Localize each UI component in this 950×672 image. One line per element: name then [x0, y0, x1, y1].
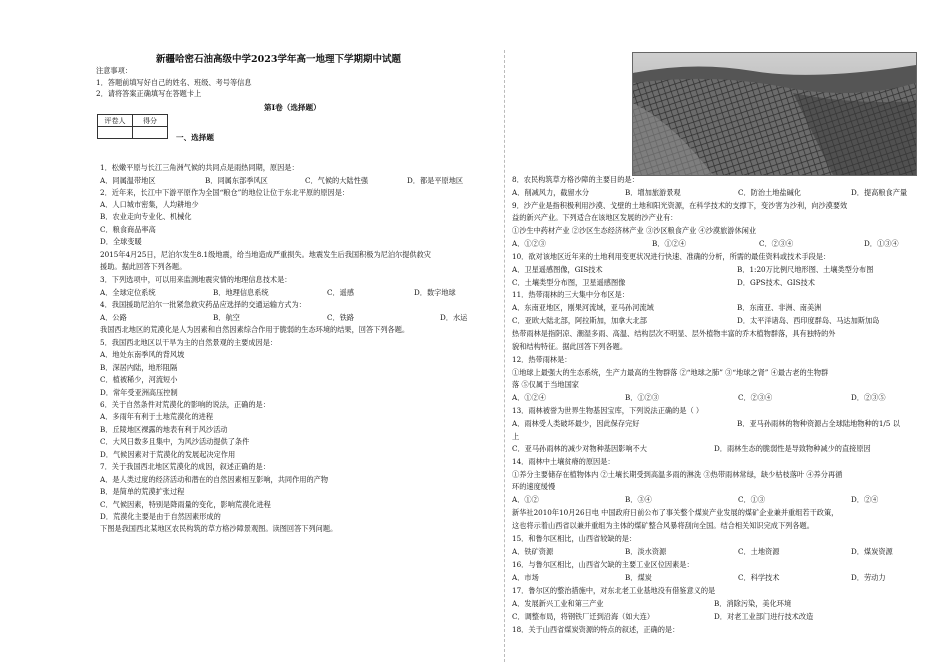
- option-line: A．①②③: [512, 239, 546, 248]
- passage-line: 2015年4月25日，尼泊尔发生8.1级地震，给当地造成严重损失。地震发生后我国积极为尼泊尔提供救灾: [100, 250, 431, 259]
- passage-line: 貌和结构特征。据此回答下列各题。: [512, 342, 628, 351]
- option-line: D．水运: [440, 313, 468, 322]
- question-line: 14．雨林中土壤贫瘠的原因是：: [512, 457, 615, 466]
- question-line: 11．热带雨林的三大集中分布区是：: [512, 290, 629, 299]
- option-line: B．同属东部季风区: [205, 176, 268, 185]
- statement-line: 环的速度缓慢: [512, 482, 556, 491]
- option-line: D．②④: [851, 495, 879, 504]
- question-line: 4．我国援助尼泊尔一批紧急救灾药品应选择的交通运输方式为：: [100, 300, 306, 309]
- option-line: D．GPS技术、GIS技术: [737, 278, 815, 287]
- option-line: B．淡水资源: [625, 547, 667, 556]
- passage-line: 下图是我国西北某地区农民构筑的草方格沙障景观图。读图回答下列问题。: [100, 524, 338, 533]
- option-line: B．1:20万比例尺地形图、土壤类型分布图: [737, 265, 874, 274]
- option-line: D．太平洋诸岛、西印度群岛、马达加斯加岛: [737, 316, 880, 325]
- option-line: B．煤炭: [625, 573, 652, 582]
- option-line: D．全球变暖: [100, 237, 142, 246]
- option-line: C．气候因素，特别是降雨量的变化，影响荒漠化进程: [100, 500, 271, 509]
- question-line: 12．热带雨林是：: [512, 355, 572, 364]
- question-line: 17．鲁尔区的整治措施中，对东北老工业基地没有借鉴意义的是: [512, 586, 716, 595]
- question-line: 益的新兴产业。下列适合在该地区发展的沙产业有：: [512, 213, 678, 222]
- statement-line: ①地球上最强大的生态系统，生产力最高的生物群落 ②“地球之肺” ③“地球之肾” ④最古老的生物群: [512, 368, 829, 377]
- option-line: B．是简单的荒漠扩张过程: [100, 487, 185, 496]
- option-line: D．雨林生态的脆弱性是导致物种减少的直接原因: [714, 444, 871, 453]
- passage-line: 援助。据此回答下列各题。: [100, 262, 187, 271]
- option-line: D．①③④: [864, 239, 899, 248]
- option-line: A．卫星遥感图像，GIS技术: [512, 265, 603, 274]
- question-line: 3．下列选项中，可以用来监测地震灾情的地理信息技术是：: [100, 275, 292, 284]
- option-line: B．东南亚、非洲、南美洲: [737, 303, 822, 312]
- passage-line: 这也将示着山西省以兼并重组为主体的煤矿整合风暴将刮向全国。结合相关知识完成下列各题。: [512, 521, 814, 530]
- option-line: 上: [512, 432, 520, 441]
- option-line: D．都是平原地区: [407, 176, 464, 185]
- statement-line: 落 ⑤仅属于当地国家: [512, 380, 579, 389]
- option-line: B．航空: [213, 313, 240, 322]
- option-line: C．土地资源: [738, 547, 780, 556]
- option-line: D．劳动力: [851, 573, 886, 582]
- question-line: 13．雨林被誉为世界生物基因宝库，下列说法正确的是（ ）: [512, 406, 704, 415]
- option-line: B．①②③: [625, 393, 660, 402]
- option-line: C．气候的大陆性强: [305, 176, 369, 185]
- question-line: 15．和鲁尔区相比，山西省较缺的是：: [512, 534, 637, 543]
- question-line: 18．关于山西省煤炭资源的特点的叙述，正确的是：: [512, 625, 680, 634]
- question-line: 6．关于自然条件对荒漠化的影响的说法，正确的是：: [100, 400, 270, 409]
- option-line: C．遥感: [327, 288, 355, 297]
- option-line: A．市场: [512, 573, 539, 582]
- option-line: D．②③⑤: [851, 393, 886, 402]
- option-line: C．土壤类型分布图，卫星遥感图像: [512, 278, 626, 287]
- option-line: C．①③: [738, 495, 766, 504]
- option-line: B．地理信息系统: [213, 288, 269, 297]
- question-line: 5．我国西北地区以干旱为主的自然景观的主要成因是：: [100, 338, 278, 347]
- score-table-cell[interactable]: [133, 127, 168, 139]
- option-line: B．消除污染，美化环境: [714, 599, 792, 608]
- option-line: C．植被稀少，河流短小: [100, 375, 178, 384]
- option-line: A．公路: [100, 313, 127, 322]
- option-line: B．丘陵地区裸露的地表有利于风沙活动: [100, 425, 228, 434]
- passage-line: 新华社2010年10月26日电 中国政府日前公布了事关整个煤炭产业发展的煤矿企业兼并重组若干政策，: [512, 508, 839, 517]
- question-line: 8．农民构筑草方格沙障的主要目的是：: [512, 175, 639, 184]
- exam-title: 新疆哈密石油高级中学2023学年高一地理下学期期中试题: [156, 54, 401, 65]
- statement-line: ①沙生中药材产业 ②沙区生态经济林产业 ③沙区粮食产业 ④沙漠旅游休闲业: [512, 226, 757, 235]
- option-line: A．雨林受人类破坏最少，因此保存完好: [512, 419, 640, 428]
- sand-barrier-photo: [632, 52, 917, 176]
- option-line: D．常年受亚洲高压控制: [100, 388, 178, 397]
- option-line: D．提高粮食产量: [851, 188, 908, 197]
- score-table: [97, 114, 168, 139]
- option-line: C．铁路: [327, 313, 355, 322]
- question-line: 10．欲对该地区近年来的土地利用变更状况进行快速、准确的分析，所需的最佳资料或技术手段是：: [512, 252, 831, 261]
- option-line: D．煤炭资源: [851, 547, 893, 556]
- column-divider: [504, 50, 505, 662]
- passage-line: 我国西北地区的荒漠化是人为因素和自然因素综合作用于脆弱的生态环境的结果，回答下列各题。: [100, 325, 410, 334]
- option-line: C．②③④: [759, 239, 794, 248]
- section-title: 一、选择题: [176, 133, 214, 142]
- question-line: 1．松嫩平原与长江三角洲气候的共同点是雨热同期，原因是：: [100, 163, 299, 172]
- notice-1: 1．答题前填写好自己的姓名、班级、考号等信息: [96, 78, 252, 87]
- option-line: A．发展新兴工业和第三产业: [512, 599, 604, 608]
- option-line: B．亚马孙雨林的物种资源占全球陆地物种的1/5 以: [737, 419, 900, 428]
- option-line: C．大风日数多且集中，为风沙活动提供了条件: [100, 437, 250, 446]
- option-line: C．亚马孙雨林的减少对物种基因影响不大: [512, 444, 647, 453]
- option-line: D．荒漠化主要是由于自然因素形成的: [100, 512, 221, 521]
- option-line: C．防治土地盐碱化: [738, 188, 802, 197]
- statement-line: ①养分主要储存在植物体内 ②土壤长期受到高温多雨的淋洗 ③热带雨林常绿，缺少枯枝落叶 ④养分再循: [512, 470, 843, 479]
- question-line: 9．沙产业是指积极利用沙漠、戈壁的土地和阳光资源，在科学技术的支撑下，变沙害为沙利，向沙漠要效: [512, 201, 848, 210]
- option-line: A．①②④: [512, 393, 546, 402]
- option-line: B．③④: [625, 495, 652, 504]
- option-line: A．①②: [512, 495, 539, 504]
- notice-title: 注意事项：: [96, 66, 132, 75]
- option-line: A．削减风力，截留水分: [512, 188, 590, 197]
- question-line: 16．与鲁尔区相比，山西省欠缺的主要工业区位因素是：: [512, 560, 694, 569]
- notice-2: 2．请将答案正确填写在答题卡上: [96, 89, 202, 98]
- passage-line: 热带雨林是指阴凉、潮湿多雨、高温、结构层次不明显、层外植物丰富的乔木植物群落，具有独特的外: [512, 329, 836, 338]
- option-line: A．东南亚地区，刚果河流域，亚马孙河流域: [512, 303, 654, 312]
- option-line: A．是人类过度的经济活动和潜在的自然因素相互影响，共同作用的产物: [100, 475, 329, 484]
- option-line: C．科学技术: [738, 573, 780, 582]
- option-line: A．人口城市密集，人均耕地少: [100, 200, 199, 209]
- sand-barrier-illustration: [633, 53, 916, 175]
- option-line: A．铁矿资源: [512, 547, 554, 556]
- score-table-header-grader: 评卷人: [98, 115, 133, 127]
- question-line: 7．关于我国西北地区荒漠化的成因，叙述正确的是：: [100, 462, 270, 471]
- option-line: D．对老工业部门进行技术改造: [714, 612, 814, 621]
- option-line: C．亚欧大陆北部，阿拉斯加，加拿大北部: [512, 316, 647, 325]
- option-line: A．全球定位系统: [100, 288, 156, 297]
- score-table-header-score: 得分: [133, 115, 168, 127]
- question-line: 2．近年来，长江中下游平原作为全国“粮仓”的地位让位于东北平原的原因是：: [100, 188, 350, 197]
- option-line: A．地处东南季风的背风坡: [100, 350, 185, 359]
- volume-title: 第Ⅰ卷（选择题）: [264, 103, 321, 112]
- option-line: B．增加旅游景观: [625, 188, 681, 197]
- score-table-cell[interactable]: [98, 127, 133, 139]
- option-line: D．数字地球: [414, 288, 456, 297]
- option-line: C．粮食商品率高: [100, 225, 156, 234]
- option-line: B．深居内陆，地形阻隔: [100, 363, 178, 372]
- option-line: A．多雨年有利于土地荒漠化的进程: [100, 412, 214, 421]
- option-line: C．调整布局，将钢铁厂迁到沿海（如大连）: [512, 612, 655, 621]
- option-line: A．同属温带地区: [100, 176, 156, 185]
- option-line: C．②③④: [738, 393, 773, 402]
- option-line: B．①②④: [652, 239, 687, 248]
- option-line: D．气候因素对于荒漠化的发展起决定作用: [100, 450, 236, 459]
- option-line: B．农业走向专业化、机械化: [100, 212, 192, 221]
